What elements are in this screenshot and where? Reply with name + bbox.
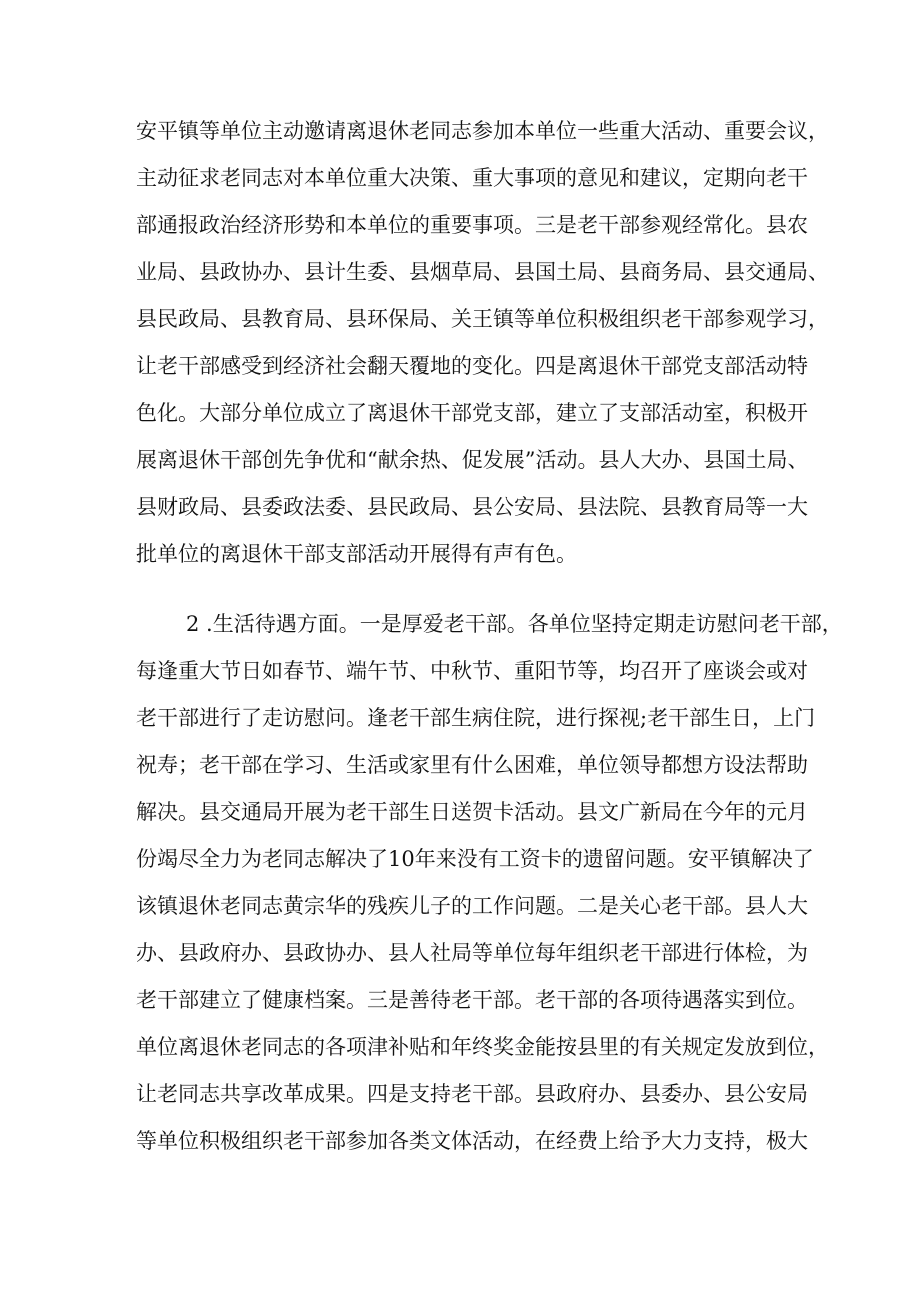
text-line: 县民政局、县教育局、县环保局、关王镇等单位积极组织老干部参观学习，	[136, 307, 829, 331]
text-line: 部通报政治经济形势和本单位的重要事项。三是老干部参观经常化。县农	[136, 213, 808, 237]
text-line: 祝寿；老干部在学习、生活或家里有什么困难，单位领导都想方设法帮助	[136, 753, 808, 777]
text-line: 展离退休干部创先争优和“献余热、促发展”活动。县人大办、县国土局、	[136, 448, 809, 472]
text-line: 每逢重大节日如春节、端午节、中秋节、重阳节等，均召开了座谈会或对	[136, 659, 808, 683]
text-line: 色化。大部分单位成立了离退休干部党支部，建立了支部活动室，积极开	[136, 401, 808, 425]
text-line: 等单位积极组织老干部参加各类文体活动，在经费上给予大力支持，极大	[136, 1129, 808, 1153]
text-line: 县财政局、县委政法委、县民政局、县公安局、县法院、县教育局等一大	[136, 495, 808, 519]
paragraph-heading-line: 2 .生活待遇方面。一是厚爱老干部。各单位坚持定期走访慰问老干部，	[186, 612, 843, 636]
text-line: 业局、县政协办、县计生委、县烟草局、县国土局、县商务局、县交通局、	[136, 260, 829, 284]
text-line: 老干部进行了走访慰问。逢老干部生病住院，进行探视;老干部生日，上门	[136, 706, 816, 730]
text-line: 份竭尽全力为老同志解决了10年来没有工资卡的遗留问题。安平镇解决了	[136, 847, 814, 871]
text-line: 办、县政府办、县政协办、县人社局等单位每年组织老干部进行体检，为	[136, 941, 808, 965]
text-line: 安平镇等单位主动邀请离退休老同志参加本单位一些重大活动、重要会议，	[136, 119, 829, 143]
text-line: 主动征求老同志对本单位重大决策、重大事项的意见和建议，定期向老干	[136, 166, 808, 190]
text-line: 该镇退休老同志黄宗华的残疾儿子的工作问题。二是关心老干部。县人大	[136, 894, 808, 918]
text-line: 解决。县交通局开展为老干部生日送贺卡活动。县文广新局在今年的元月	[136, 800, 808, 824]
text-line: 让老干部感受到经济社会翻天覆地的变化。四是离退休干部党支部活动特	[136, 354, 808, 378]
text-line: 让老同志共享改革成果。四是支持老干部。县政府办、县委办、县公安局	[136, 1082, 808, 1106]
text-line: 老干部建立了健康档案。三是善待老干部。老干部的各项待遇落实到位。	[136, 988, 808, 1012]
text-line: 单位离退休老同志的各项津补贴和年终奖金能按县里的有关规定发放到位，	[136, 1035, 829, 1059]
text-line: 批单位的离退休干部支部活动开展得有声有色。	[136, 542, 577, 566]
